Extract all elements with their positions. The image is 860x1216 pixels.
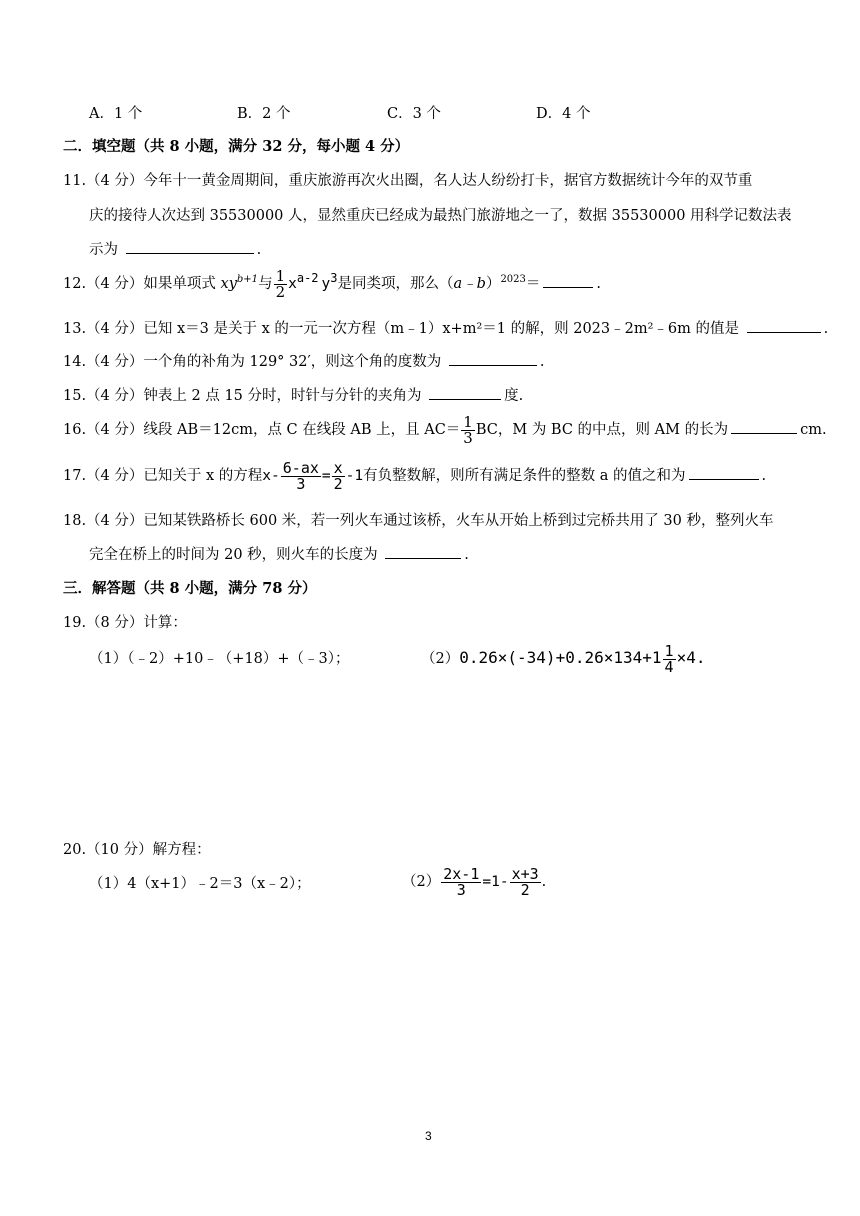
q18-line1: 18.（4 分）已知某铁路桥长 600 米，若一列火车通过该桥，火车从开始上桥到过完桥共用了 30 秒，整列火车 [63,513,774,529]
q12-term2-y: y [321,276,331,292]
q17-frac2-num: x [333,458,343,477]
q15-answer-blank[interactable] [429,385,501,400]
q15-end: 度. [504,388,524,404]
q20-frac2-den: 2 [510,882,541,898]
q17-minus1: -1 [345,468,364,484]
q12-fraction [274,266,288,301]
q18-text: 完全在桥上的时间为 20 秒，则火车的长度为 [89,547,378,563]
q19-part1: （1）（﹣2）+10﹣（+18）+（﹣3）； [89,651,350,667]
q12-ab: a﹣b [453,276,486,292]
q12-mid: 是同类项，那么（ [337,276,454,292]
q11-line2: 庆的接待人次达到 35530000 人，显然重庆已经成为最热门旅游地之一了，数据 35530000 用科学记数法表 [89,208,792,224]
q19-frac-num: 1 [664,641,674,660]
q20-part1: （1）4（x+1）﹣2＝3（x﹣2）； [89,876,311,892]
q17-frac2-den: 2 [333,474,343,493]
q19-part2 [421,640,705,676]
q18-end: . [464,547,469,563]
q12-term2-exp: a-2 [296,271,319,285]
q16-answer-blank[interactable] [731,419,797,434]
q12-exp2023: 2023 [500,274,526,285]
q19-part2-label: （2） [421,651,460,667]
option-c: C．3 个 [387,106,441,122]
q13-text: 13.（4 分）已知 x＝3 是关于 x 的一元一次方程（m﹣1）x+m²＝1 的解，则 2023﹣2m²﹣6m 的值是 [63,321,739,337]
q16-suffix: BC，M 为 BC 的中点，则 AM 的长为 [475,422,729,438]
q12-frac-num: 1 [275,266,286,285]
q18-answer-blank[interactable] [385,544,461,559]
q12-close: ） [485,276,501,292]
page-number: 3 [425,1129,432,1143]
q16 [63,412,827,448]
q19-part2-expr: 0.26×(-34)+0.26×134+1 [459,648,662,667]
q20-part2 [402,864,546,900]
q20-frac1-num: 2x-1 [443,864,480,883]
section-2-title: 二．填空题（共 8 小题，满分 32 分，每小题 4 分） [63,138,410,155]
q12-y: y [228,276,237,292]
q14-end: . [539,354,545,370]
q12-eq: ＝ [525,276,541,292]
q12-prefix: 12.（4 分）如果单项式 [63,276,221,292]
q17-eq: = [321,468,331,484]
q11-end: . [256,242,262,258]
q12-exp1: b+1 [236,274,259,285]
section-3-title: 三．解答题（共 8 小题，满分 78 分） [63,580,317,597]
option-a: A．1 个 [89,106,143,122]
q17-prefix: 17.（4 分）已知关于 x 的方程 [63,468,263,484]
q13-end: . [823,321,829,337]
q12-term2-x: x [288,276,297,292]
q19-frac-den: 4 [664,657,674,676]
q20-title: 20.（10 分）解方程： [63,842,211,858]
q19-part2-fraction [663,641,676,676]
q17-end: . [761,468,767,484]
q19-title: 19.（8 分）计算： [63,615,187,631]
q20-mid: =1- [482,874,509,890]
q12-term2-exp3: 3 [330,271,338,285]
q17 [63,458,766,494]
option-b: B．2 个 [237,106,291,122]
q16-frac-den: 3 [463,428,473,447]
q14 [63,350,545,371]
q12-frac-den: 2 [275,282,286,301]
q17-frac1-den: 3 [281,476,321,492]
q17-x: x- [262,468,280,484]
q20-frac1-den: 3 [441,882,481,898]
q11-text: 示为 [89,242,118,258]
q20-fraction-1 [441,864,481,899]
q12-x: x [220,276,229,292]
option-d: D．4 个 [536,106,591,122]
q16-prefix: 16.（4 分）线段 AB＝12cm，点 C 在线段 AB 上，且 AC＝ [63,422,461,438]
q20-frac2-num: x+3 [511,864,539,883]
q17-fraction-2 [332,458,345,493]
q20-end: . [541,874,547,890]
q12 [63,266,601,302]
q11-answer-blank[interactable] [126,239,254,254]
q13 [63,317,828,338]
q18-line2 [89,543,469,564]
q12-and: 与 [258,276,273,292]
q20-part2-label: （2） [402,874,441,890]
q20-fraction-2 [510,864,541,899]
q15 [63,384,523,405]
q19-part2-tail: ×4. [676,648,706,667]
q11-line1: 11.（4 分）今年十一黄金周期间，重庆旅游再次火出圈，名人达人纷纷打卡，据官方数据统计今年的双节重 [63,173,753,189]
q17-frac1-num: 6-ax [282,458,319,477]
q12-end: . [596,276,601,292]
q12-answer-blank[interactable] [543,273,593,288]
q17-fraction-1 [281,458,321,493]
q16-fraction [461,412,475,447]
q14-answer-blank[interactable] [449,351,537,366]
q14-text: 14.（4 分）一个角的补角为 129° 32′，则这个角的度数为 [63,354,442,370]
q16-end: cm. [800,422,827,438]
q11-line3 [89,238,261,259]
q17-answer-blank[interactable] [689,465,759,480]
q16-frac-num: 1 [463,412,473,431]
q15-text: 15.（4 分）钟表上 2 点 15 分时，时针与分针的夹角为 [63,388,422,404]
q17-suffix: 有负整数解，则所有满足条件的整数 a 的值之和为 [363,468,686,484]
q13-answer-blank[interactable] [747,318,821,333]
